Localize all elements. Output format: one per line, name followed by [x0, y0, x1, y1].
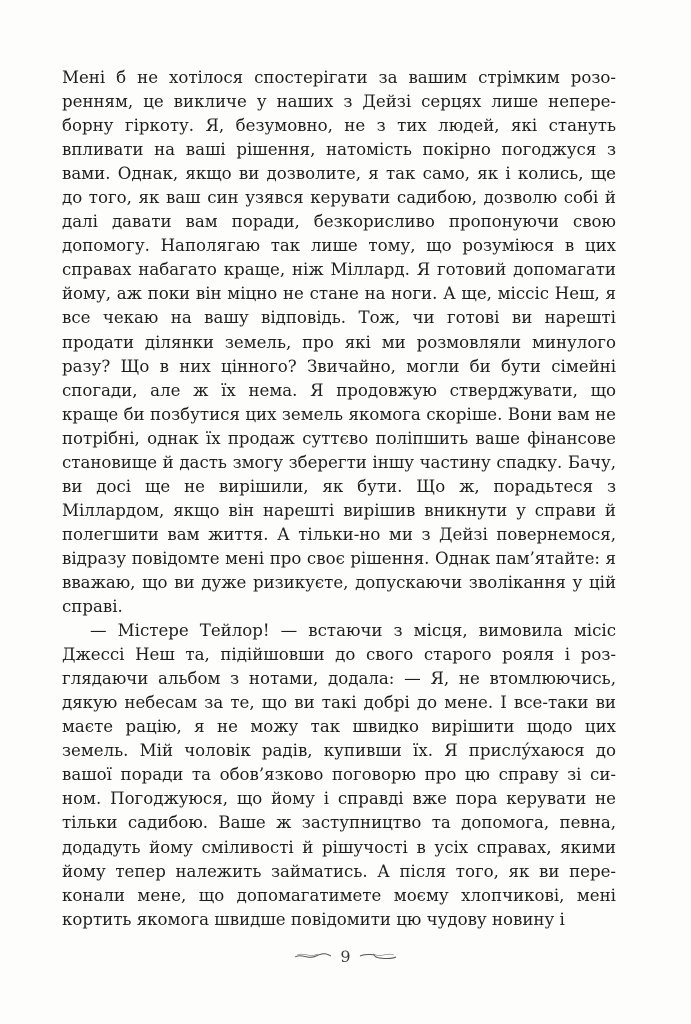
- body-text: [62, 66, 616, 932]
- page-number: 9: [340, 946, 351, 966]
- swash-ornament-right-icon: [359, 951, 397, 961]
- swash-ornament-left-icon: [294, 951, 332, 961]
- page-footer: [0, 944, 691, 968]
- paragraph-mrs-nash-reply: — Містере Тейлор! — встаючи з місця, вимовила місіс Джессі Неш та, підійшовши до свого старого рояля і розглядаючи альбом з нотами, додала: — Я, не втомлюючись, дякую небесам за те, що ви такі добрі до мене. І все-таки ви маєте рацію, я не можу так швидко вирішити щодо цих земель. Мій чоловік радів, купивши їх. Я прислу́хаюся до вашої поради та обов’язково поговорю про цю справу зі сином. Погоджуюся, що йому і справді вже пора керувати не тільки садибою. Ваше ж заступництво та допомога, певна, додадуть йому сміливості й рішучості в усіх справах, якими йому тепер належить займатись. А після того, як ви переконали мене, що допомагатимете моєму хлопчикові, мені кортить якомога швидше повідомити цю чудову новину і: [62, 621, 616, 929]
- paragraph-letter-continuation: Мені б не хотілося спостерігати за вашим стрімким розоренням, це викличе у наших з Дейзі серцях лише непереборну гіркоту. Я, безумовно, не з тих людей, які стануть впливати на ваші рішення, натомість покірно погоджуся з вами. Однак, якщо ви дозволите, я так само, як і колись, ще до того, як ваш син узявся керувати садибою, дозволю собі й далі давати вам поради, безкорисливо пропонуючи свою допомогу. Наполягаю так лише тому, що розуміюся в цих справах набагато краще, ніж Міллард. Я готовий допомагати йому, аж поки він міцно не стане на ноги. А ще, міссіс Неш, я все чекаю на вашу відповідь. Тож, чи готові ви нарешті продати ділянки земель, про які ми розмовляли минулого разу? Що в них цінного? Звичайно, могли би бути сімейні спогади, але ж їх нема. Я продовжую стверджувати, що краще би позбутися цих земель якомога скоріше. Вони вам не потрібні, однак їх продаж суттєво поліпшить ваше фінансове становище й дасть змогу зберегти іншу частину спадку. Бачу, ви досі ще не вирішили, як бути. Що ж, порадьтеся з Міллардом, якщо він нарешті вирішив вникнути у справи й полегшити вам життя. А тільки-но ми з Дейзі повернемося, відразу повідомте мені про своє рішення. Однак пам’ятайте: я вважаю, що ви дуже ризикуєте, допускаючи зволікання у цій справі.: [62, 68, 616, 617]
